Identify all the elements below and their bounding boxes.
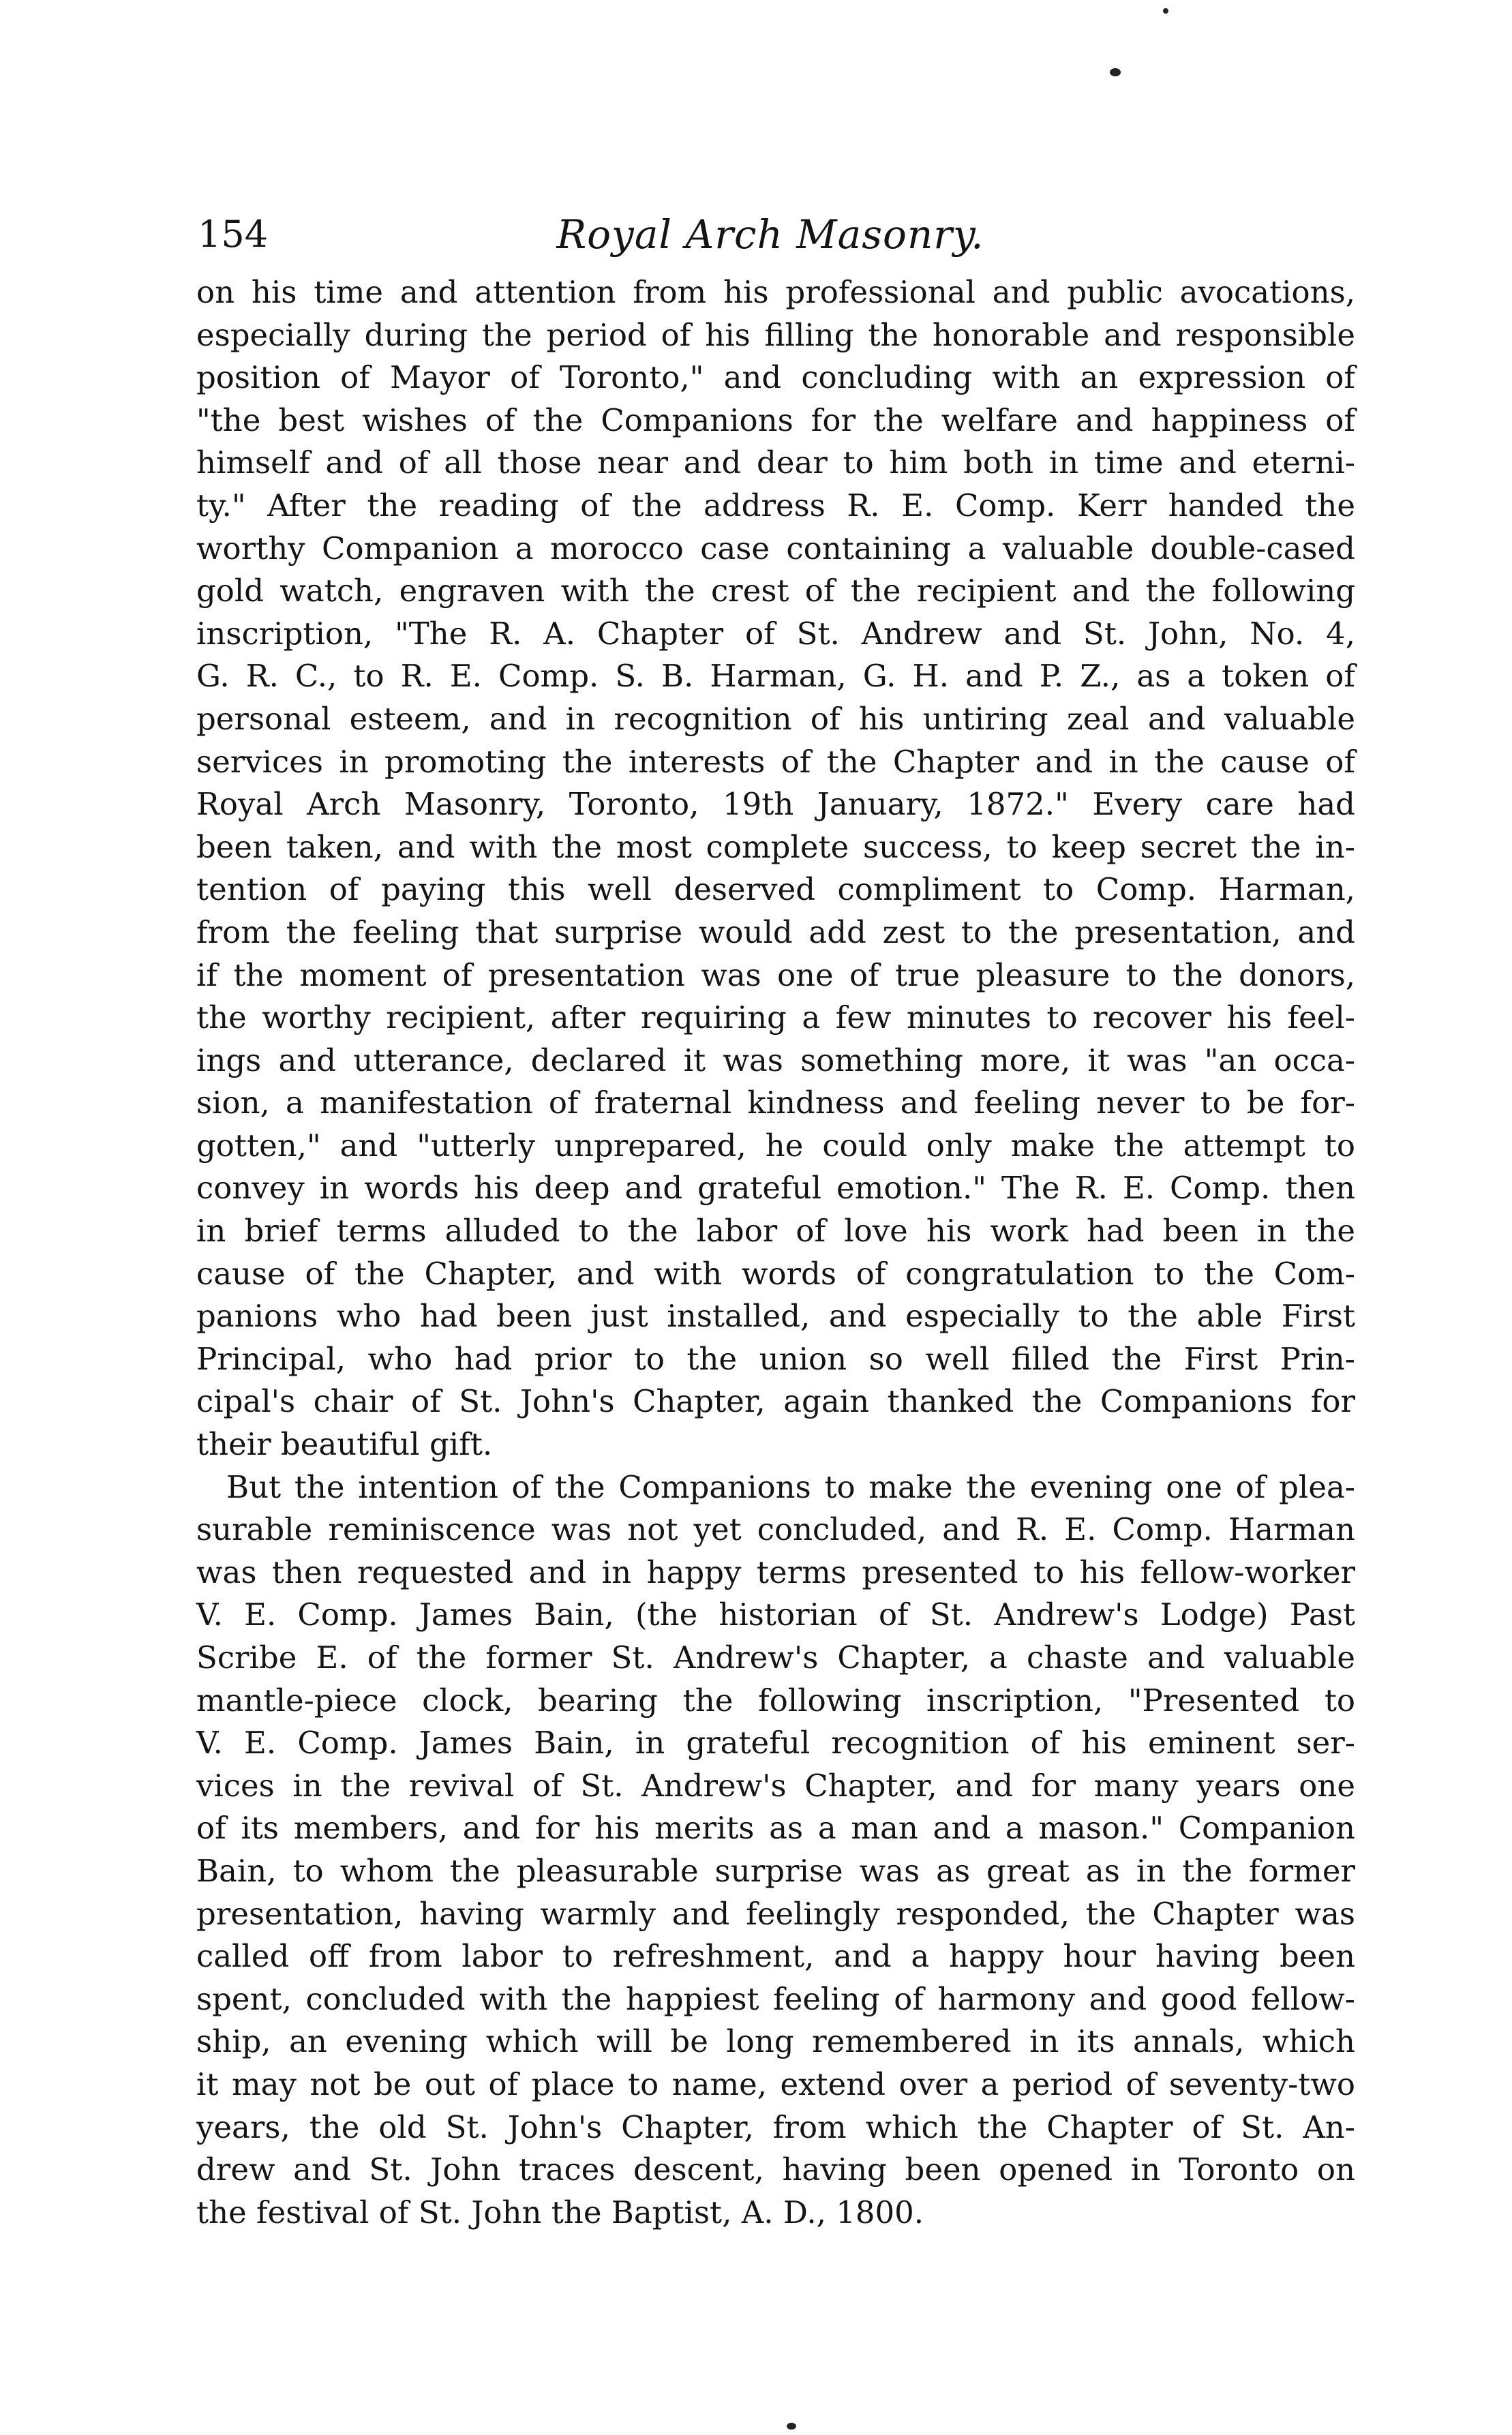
text-line: drew and St. John traces descent, having been opened in Toronto on <box>196 2151 1355 2188</box>
text-line: on his time and attention from his professional and public avocations, <box>196 274 1355 310</box>
text-line: spent, concluded with the happiest feeling of harmony and good fellow- <box>196 1980 1355 2017</box>
text-line: panions who had been just installed, and especially to the able First <box>196 1298 1355 1335</box>
text-line: V. E. Comp. James Bain, (the historian of St. Andrew's Lodge) Past <box>196 1597 1355 1633</box>
text-line: vices in the revival of St. Andrew's Chapter, and for many years one <box>196 1767 1355 1804</box>
text-line: Bain, to whom the pleasurable surprise was as great as in the former <box>196 1852 1355 1889</box>
text-line: convey in words his deep and grateful emotion." The R. E. Comp. then <box>196 1170 1355 1207</box>
text-line: if the moment of presentation was one of true pleasure to the donors, <box>196 956 1355 993</box>
page-number: 154 <box>198 213 269 256</box>
text-line: the worthy recipient, after requiring a few minutes to recover his feel- <box>196 999 1355 1036</box>
text-line: called off from labor to refreshment, and a happy hour having been <box>196 1938 1355 1975</box>
text-line: in brief terms alluded to the labor of love his work had been in the <box>196 1213 1355 1250</box>
text-line: Scribe E. of the former St. Andrew's Chapter, a chaste and valuable <box>196 1639 1355 1676</box>
paragraph <box>196 271 1355 1466</box>
text-line: "the best wishes of the Companions for the welfare and happiness of <box>196 402 1355 438</box>
text-line: tention of paying this well deserved compliment to Comp. Harman, <box>196 871 1355 908</box>
text-line: V. E. Comp. James Bain, in grateful recognition of his eminent ser- <box>196 1725 1355 1761</box>
text-line: it may not be out of place to name, extend over a period of seventy-two <box>196 2066 1355 2102</box>
ink-speck <box>1110 68 1121 76</box>
paragraph <box>196 1466 1355 2235</box>
text-line: ings and utterance, declared it was something more, it was "an occa- <box>196 1042 1355 1078</box>
text-line: position of Mayor of Toronto," and concluding with an expression of <box>196 359 1355 396</box>
text-line: gold watch, engraven with the crest of the recipient and the following <box>196 573 1355 609</box>
text-line: mantle-piece clock, bearing the following inscription, "Presented to <box>196 1682 1355 1719</box>
text-line: especially during the period of his filling the honorable and responsible <box>196 316 1355 353</box>
text-line: Royal Arch Masonry, Toronto, 19th January, 1872." Every care had <box>196 786 1355 823</box>
text-line: G. R. C., to R. E. Comp. S. B. Harman, G. H. and P. Z., as a token of <box>196 658 1355 695</box>
text-line: ty." After the reading of the address R. E. Comp. Kerr handed the <box>196 487 1355 524</box>
ink-speck <box>1163 8 1168 14</box>
text-line: been taken, and with the most complete success, to keep secret the in- <box>196 828 1355 865</box>
text-line: presentation, having warmly and feelingly responded, the Chapter was <box>196 1895 1355 1932</box>
text-line: of its members, and for his merits as a man and a mason." Companion <box>196 1810 1355 1847</box>
text-line: services in promoting the interests of the Chapter and in the cause of <box>196 743 1355 780</box>
text-line: cause of the Chapter, and with words of congratulation to the Com- <box>196 1255 1355 1292</box>
text-line: himself and of all those near and dear to him both in time and eterni- <box>196 444 1355 481</box>
running-title: Royal Arch Masonry. <box>556 211 984 258</box>
text-line: Principal, who had prior to the union so well filled the First Prin- <box>196 1340 1355 1377</box>
text-line: ship, an evening which will be long remembered in its annals, which <box>196 2023 1355 2060</box>
text-line: from the feeling that surprise would add zest to the presentation, and <box>196 913 1355 950</box>
text-line: was then requested and in happy terms presented to his fellow-worker <box>196 1554 1355 1590</box>
text-line: inscription, "The R. A. Chapter of St. Andrew and St. John, No. 4, <box>196 615 1355 652</box>
ink-speck <box>787 2423 796 2430</box>
body-text <box>196 271 1355 2234</box>
text-line: worthy Companion a morocco case containing a valuable double-cased <box>196 530 1355 566</box>
text-line: years, the old St. John's Chapter, from which the Chapter of St. An- <box>196 2108 1355 2145</box>
text-line: surable reminiscence was not yet concluded, and R. E. Comp. Harman <box>196 1511 1355 1548</box>
text-line: But the intention of the Companions to make the evening one of plea- <box>226 1468 1355 1505</box>
page-header <box>198 207 1343 262</box>
text-line: the festival of St. John the Baptist, A. D., 1800. <box>196 2194 924 2230</box>
text-line: cipal's chair of St. John's Chapter, again thanked the Companions for <box>196 1383 1355 1420</box>
text-line: sion, a manifestation of fraternal kindness and feeling never to be for- <box>196 1085 1355 1121</box>
text-line: personal esteem, and in recognition of his untiring zeal and valuable <box>196 700 1355 737</box>
text-line: gotten," and "utterly unprepared, he could only make the attempt to <box>196 1127 1355 1164</box>
text-line: their beautiful gift. <box>196 1426 493 1463</box>
